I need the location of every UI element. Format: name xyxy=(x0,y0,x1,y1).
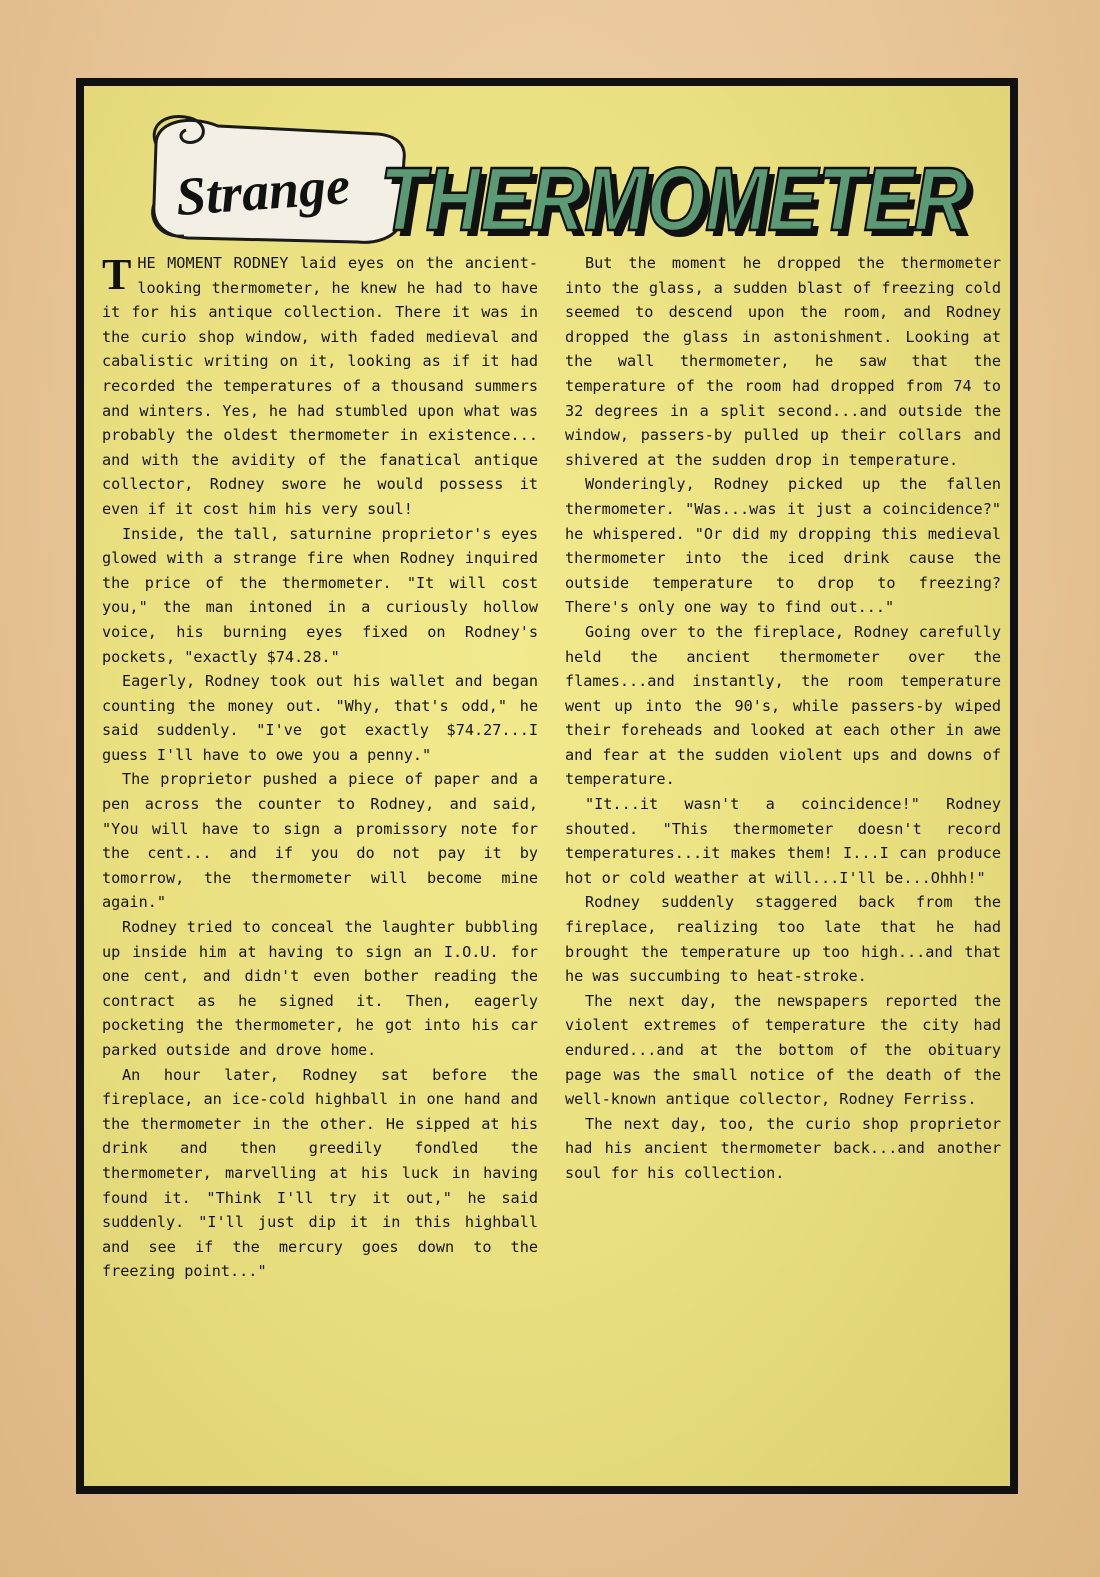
story-columns xyxy=(102,251,1000,1481)
drop-cap: T xyxy=(102,250,132,299)
title-main-shadow: THERMOMETER xyxy=(386,156,974,254)
story-paragraph-12: The next day, the newspapers reported the violent extremes of temperature the city had endured...and at the bottom of the obituary page was the small notice of the death of the well-known antique collector, Rodney Ferriss. xyxy=(565,991,1001,1109)
title-banner xyxy=(128,104,978,254)
story-paragraph-13: The next day, too, the curio shop proprietor had his ancient thermometer back...and another soul for his collection. xyxy=(565,1114,1001,1182)
story-paragraph-5: Rodney tried to conceal the laughter bubbling up inside him at having to sign an I.O.U. for one cent, and didn't even bother reading the contract as he signed it. Then, eagerly pocketing the thermometer, he got into his car parked outside and drove home. xyxy=(102,918,538,1059)
story-paragraph-4: The proprietor pushed a piece of paper and a pen across the counter to Rodney, and said, "You will have to sign a promissory note for the cent... and if you do not pay it by tomorrow, the thermometer will become mine again." xyxy=(102,770,538,912)
story-paragraph-6: An hour later, Rodney sat before the fireplace, an ice-cold highball in one hand and the thermometer in the other. He sipped at his drink and then greedily fondled the thermometer, marvelling at his luck in having found it. "Think I'll try it out," he said suddenly. "I'll just dip it in this highball and see if the mercury goes down to the freezing point..." xyxy=(102,1065,538,1281)
story-paragraph-9: Going over to the fireplace, Rodney carefully held the ancient thermometer over the flames...and instantly, the room temperature went up into the 90's, while passers-by wiped their foreheads and looked at each other in awe and fear at the sudden violent ups and downs of temperature. xyxy=(565,622,1001,789)
story-panel xyxy=(82,84,1012,1488)
story-paragraph-2: Inside, the tall, saturnine proprietor's eyes glowed with a strange fire when Rodney inquired the price of the thermometer. "It will cost you," the man intoned in a curiously hollow voice, his burning eyes fixed on Rodney's pockets, "exactly $74.28." xyxy=(102,524,538,666)
story-paragraph-3: Eagerly, Rodney took out his wallet and began counting the money out. "Why, that's odd," he said suddenly. "I've got exactly $74.27...I guess I'll have to owe you a penny." xyxy=(102,672,538,764)
right-column xyxy=(565,251,1001,1186)
story-frame xyxy=(76,78,1018,1494)
story-paragraph-8: Wonderingly, Rodney picked up the fallen thermometer. "Was...was it just a coincidence?" he whispered. "Or did my dropping this medieval thermometer into the iced drink cause the outside temperature to drop to freezing? There's only one way to find out..." xyxy=(565,475,1001,617)
story-paragraph-1: THE MOMENT RODNEY laid eyes on the ancient-looking thermometer, he knew he had to have it for his antique collection. There it was in the curio shop window, with faded medieval and cabalistic writing on it, looking as if it had recorded the temperatures of a thousand summers and winters. Yes, he had stumbled upon what was probably the oldest thermometer in existence... and with the avidity of the fanatical antique collector, Rodney swore he would possess it even if it cost him his very soul! xyxy=(102,250,538,518)
story-paragraph-7: But the moment he dropped the thermometer into the glass, a sudden blast of freezing cold seemed to descend upon the room, and Rodney dropped the glass in astonishment. Looking at the wall thermometer, he saw that the temperature of the room had dropped from 74 to 32 degrees in a split second...and outside the window, passers-by pulled up their collars and shivered at the sudden drop in temperature. xyxy=(565,254,1001,469)
title-main: THERMOMETER xyxy=(380,150,968,250)
story-paragraph-10: "It...it wasn't a coincidence!" Rodney shouted. "This thermometer doesn't record temperatures...it makes them! I...I can produce hot or cold weather at will...I'll be...Ohhh!" xyxy=(565,795,1001,887)
left-column xyxy=(102,251,538,1284)
story-paragraph-11: Rodney suddenly staggered back from the fireplace, realizing too late that he had brought the temperature up too high...and that he was succumbing to heat-stroke. xyxy=(565,893,1001,986)
title-strange: Strange xyxy=(173,155,352,228)
